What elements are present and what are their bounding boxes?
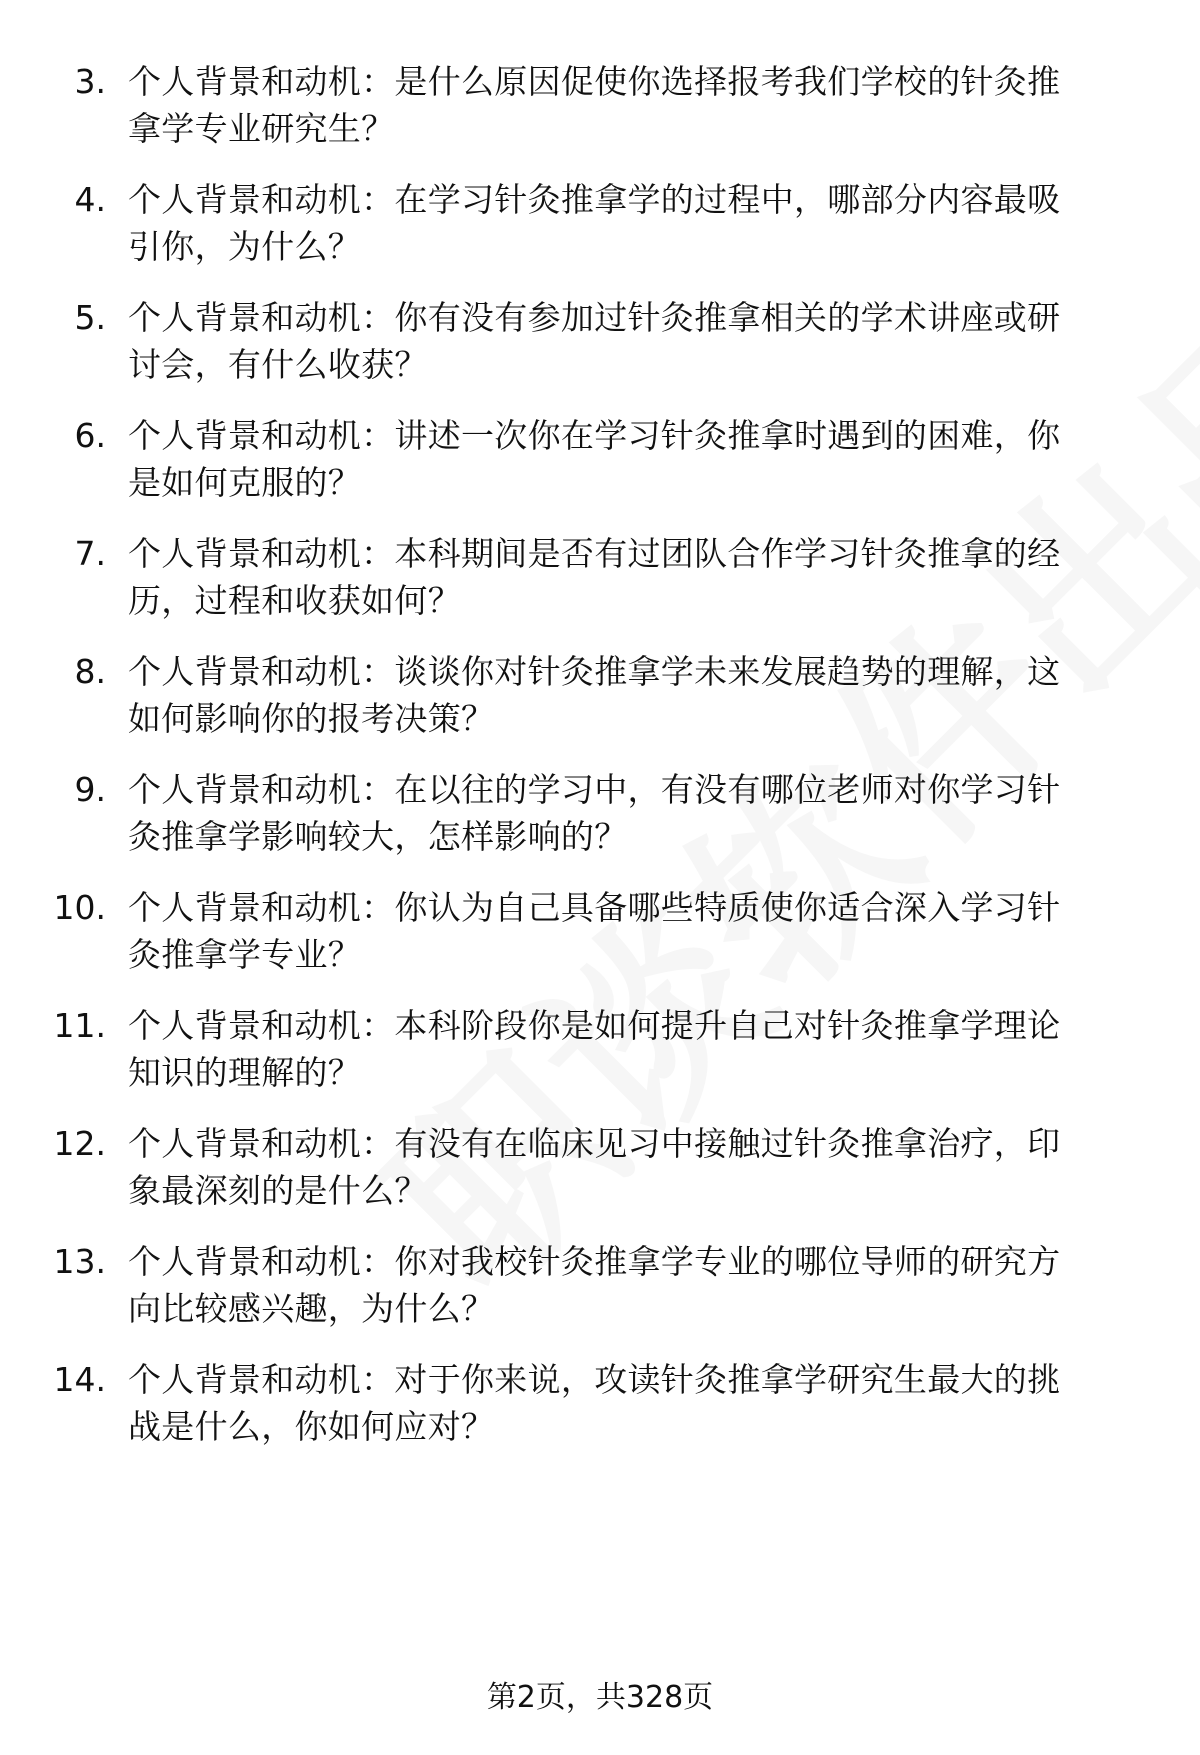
question-text-line: 向比较感兴趣，为什么？ — [128, 1289, 495, 1328]
question-number: 6. — [74, 416, 106, 455]
question-text-line: 知识的理解的？ — [128, 1053, 362, 1092]
question-text-line: 个人背景和动机：你有没有参加过针灸推拿相关的学术讲座或研 — [128, 298, 1061, 337]
question-text-line: 如何影响你的报考决策？ — [128, 699, 495, 738]
question-text-line: 个人背景和动机：有没有在临床见习中接触过针灸推拿治疗，印 — [128, 1124, 1061, 1163]
page-number-footer: 第2页，共328页 — [486, 1680, 714, 1715]
question-text-line: 讨会，有什么收获？ — [128, 345, 428, 384]
question-number: 13. — [53, 1242, 106, 1281]
question-number: 3. — [74, 62, 106, 101]
question-text-line: 个人背景和动机：谈谈你对针灸推拿学未来发展趋势的理解，这 — [128, 652, 1061, 691]
question-number: 9. — [74, 770, 106, 809]
question-text-line: 个人背景和动机：你对我校针灸推拿学专业的哪位导师的研究方 — [128, 1242, 1061, 1281]
question-number: 8. — [74, 652, 106, 691]
question-text-line: 个人背景和动机：本科期间是否有过团队合作学习针灸推拿的经 — [128, 534, 1061, 573]
question-text-line: 个人背景和动机：讲述一次你在学习针灸推拿时遇到的困难，你 — [128, 416, 1061, 455]
question-text-line: 引你，为什么？ — [128, 227, 362, 266]
question-text-line: 是如何克服的？ — [128, 463, 362, 502]
question-number: 12. — [53, 1124, 106, 1163]
question-text-line: 个人背景和动机：在学习针灸推拿学的过程中，哪部分内容最吸 — [128, 180, 1061, 219]
question-number: 14. — [53, 1360, 106, 1399]
question-number: 4. — [74, 180, 106, 219]
question-text-line: 个人背景和动机：在以往的学习中，有没有哪位老师对你学习针 — [128, 770, 1061, 809]
question-number: 5. — [74, 298, 106, 337]
question-number: 10. — [53, 888, 106, 927]
question-text-line: 拿学专业研究生？ — [128, 109, 395, 148]
question-number: 7. — [74, 534, 106, 573]
question-text-line: 个人背景和动机：对于你来说，攻读针灸推拿学研究生最大的挑 — [128, 1360, 1061, 1399]
question-text-line: 个人背景和动机：是什么原因促使你选择报考我们学校的针灸推 — [128, 62, 1061, 101]
question-text-line: 历，过程和收获如何？ — [128, 581, 461, 620]
question-text-line: 灸推拿学影响较大，怎样影响的？ — [128, 817, 628, 856]
question-number: 11. — [53, 1006, 106, 1045]
question-text-line: 个人背景和动机：你认为自己具备哪些特质使你适合深入学习针 — [128, 888, 1061, 927]
question-text-line: 灸推拿学专业？ — [128, 935, 362, 974]
question-text-line: 象最深刻的是什么？ — [128, 1171, 428, 1210]
question-text-line: 战是什么，你如何应对？ — [128, 1407, 495, 1446]
question-text-line: 个人背景和动机：本科阶段你是如何提升自己对针灸推拿学理论 — [128, 1006, 1061, 1045]
